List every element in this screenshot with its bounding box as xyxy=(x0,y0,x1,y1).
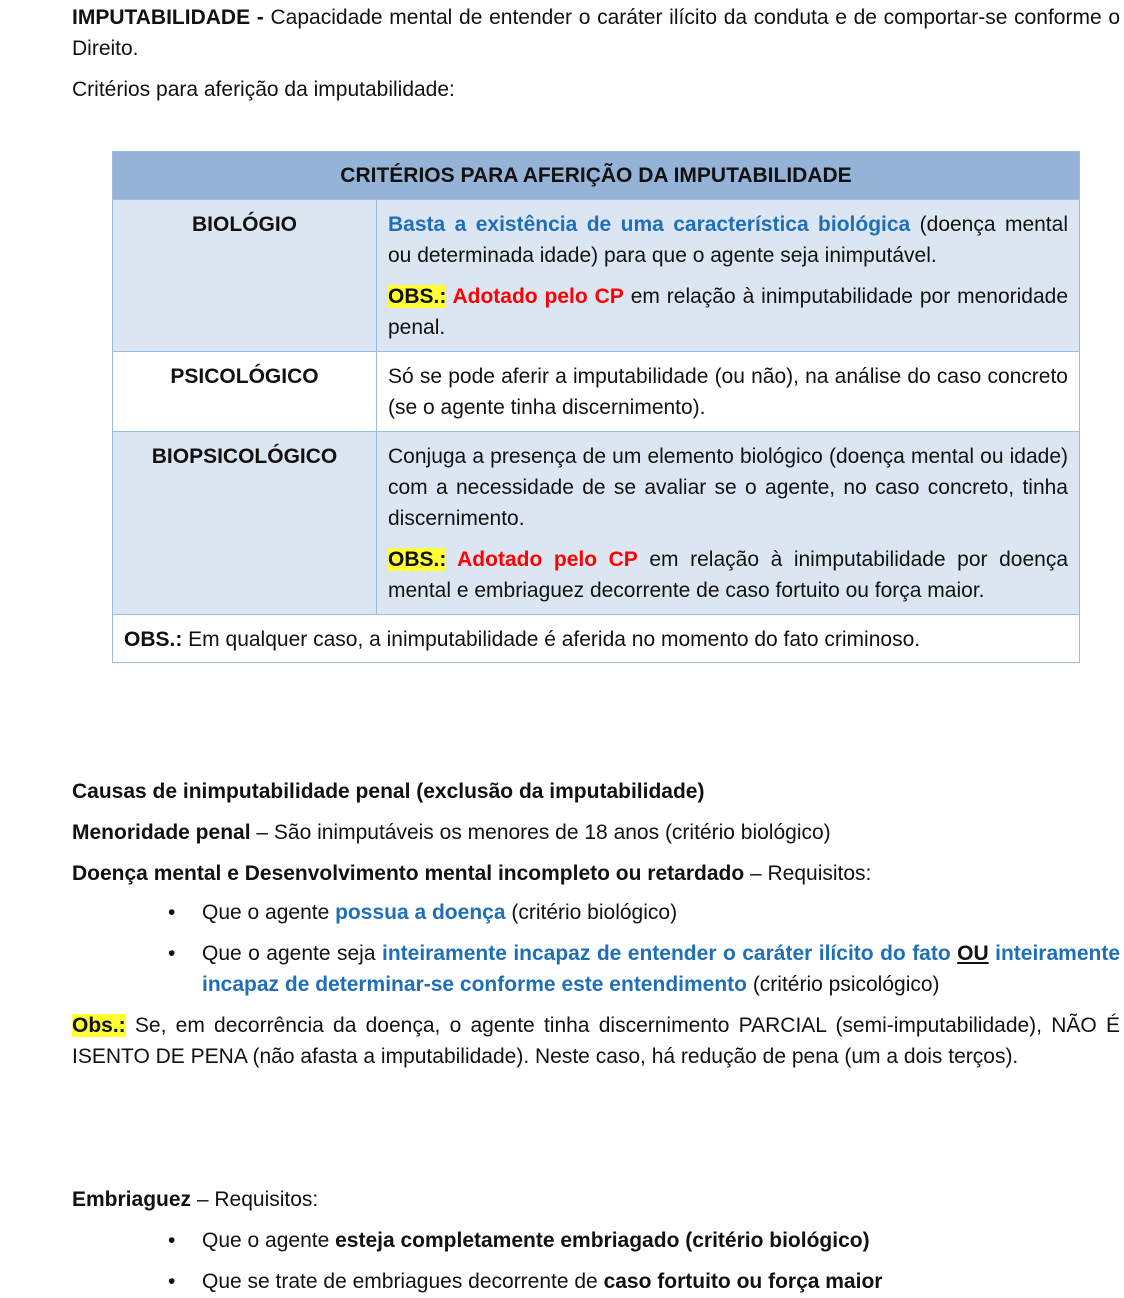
minority-label: Menoridade penal xyxy=(72,821,251,844)
bullet-text: (critério psicológico) xyxy=(746,973,940,996)
causes-section xyxy=(72,776,1120,889)
table-header: CRITÉRIOS PARA AFERIÇÃO DA IMPUTABILIDADE xyxy=(113,152,1080,200)
bullet-text: Que se trate de embriagues decorrente de xyxy=(202,1270,604,1293)
row-label-biopsicologico: BIOPSICOLÓGICO xyxy=(113,432,377,615)
row-desc-text: Só se pode aferir a imputabilidade (ou não), na análise do caso concreto (se o agente tinha discernimento). xyxy=(388,365,1068,419)
bullet-highlight: inteiramente incapaz de determinar-se conforme este entendimento xyxy=(202,942,1120,996)
row-desc-highlight: Basta a existência de uma característica biológica xyxy=(388,213,911,236)
mental-text: – Requisitos: xyxy=(744,862,872,885)
row-desc-biologico xyxy=(377,200,1080,352)
drunk-requirements-list xyxy=(72,1225,1120,1297)
drunk-label: Embriaguez xyxy=(72,1188,192,1211)
obs-label: Obs.: xyxy=(72,1014,126,1037)
bullet-text: Que o agente seja xyxy=(202,942,382,965)
semi-imputability-obs xyxy=(72,1010,1120,1072)
drunkenness-section xyxy=(72,1184,1120,1297)
drunk-text: – Requisitos: xyxy=(191,1188,319,1211)
bullet-bold: caso fortuito ou força maior xyxy=(603,1270,883,1293)
bullet-highlight: inteiramente incapaz de entender o caráter ilícito do fato xyxy=(382,942,951,965)
intro-definition-text: Capacidade mental de entender o caráter ilícito da conduta e de comportar-se conforme o Direito. xyxy=(72,6,1121,60)
table-footer xyxy=(113,615,1080,663)
mental-requirements xyxy=(72,897,1120,1072)
bullet-icon: • xyxy=(168,1229,176,1252)
bullet-bold: esteja completamente embriagado (critério biológico) xyxy=(335,1229,870,1252)
causes-title: Causas de inimputabilidade penal (exclusão da imputabilidade) xyxy=(72,780,705,803)
obs-label: OBS.: xyxy=(388,285,447,308)
bullet-text: Que o agente xyxy=(202,901,336,924)
intro-definition xyxy=(72,2,1120,64)
table-row xyxy=(113,200,1080,352)
bullet-ou: OU xyxy=(957,942,989,965)
obs-text: em relação à inimputabilidade por menoridade penal. xyxy=(388,285,1069,339)
bullet-icon: • xyxy=(168,901,176,924)
row-desc-psicologico xyxy=(377,352,1080,432)
mental-label: Doença mental e Desenvolvimento mental incompleto ou retardado xyxy=(72,862,745,885)
footer-label: OBS.: xyxy=(124,628,183,651)
bullet-icon: • xyxy=(168,1270,176,1293)
requirements-list xyxy=(72,897,1120,1000)
intro-term: IMPUTABILIDADE - xyxy=(72,6,271,29)
list-item xyxy=(72,897,1120,928)
obs-adopted: Adotado pelo CP xyxy=(446,548,638,571)
criteria-line: Critérios para aferição da imputabilidade: xyxy=(72,78,455,101)
row-desc-text: Conjuga a presença de um elemento biológico (doença mental ou idade) com a necessidade de se avaliar se o agente, no caso concreto, tinha discernimento. xyxy=(388,445,1068,530)
intro-section xyxy=(72,2,1120,105)
bullet-text: Que o agente xyxy=(202,1229,336,1252)
mental-line xyxy=(72,858,1120,889)
drunk-line xyxy=(72,1184,1120,1215)
bullet-icon: • xyxy=(168,942,176,965)
bullet-text: (critério biológico) xyxy=(505,901,678,924)
row-label-psicologico: PSICOLÓGICO xyxy=(113,352,377,432)
criteria-table xyxy=(112,151,1080,663)
footer-text: Em qualquer caso, a inimputabilidade é aferida no momento do fato criminoso. xyxy=(182,628,921,651)
obs-label: OBS.: xyxy=(388,548,447,571)
list-item xyxy=(72,1266,1120,1297)
obs-text: em relação à inimputabilidade por doença mental e embriaguez decorrente de caso fortuito ou força maior. xyxy=(388,548,1069,602)
obs-adopted: Adotado pelo CP xyxy=(446,285,624,308)
obs-text: Se, em decorrência da doença, o agente tinha discernimento PARCIAL (semi-imputabilidade), NÃO É ISENTO DE PENA (não afasta a imputabilidade). Neste caso, há redução de pena (um a dois terços). xyxy=(72,1014,1120,1068)
row-desc-biopsicologico xyxy=(377,432,1080,615)
row-desc-text: (doença mental ou determinada idade) para que o agente seja inimputável. xyxy=(388,213,1068,267)
table-row xyxy=(113,432,1080,615)
table-row xyxy=(113,352,1080,432)
list-item xyxy=(72,938,1120,1000)
list-item xyxy=(72,1225,1120,1256)
minority-text: – São inimputáveis os menores de 18 anos (critério biológico) xyxy=(250,821,831,844)
minority-line xyxy=(72,817,1120,848)
row-label-biologico: BIOLÓGIO xyxy=(113,200,377,352)
bullet-highlight: possua a doença xyxy=(335,901,506,924)
